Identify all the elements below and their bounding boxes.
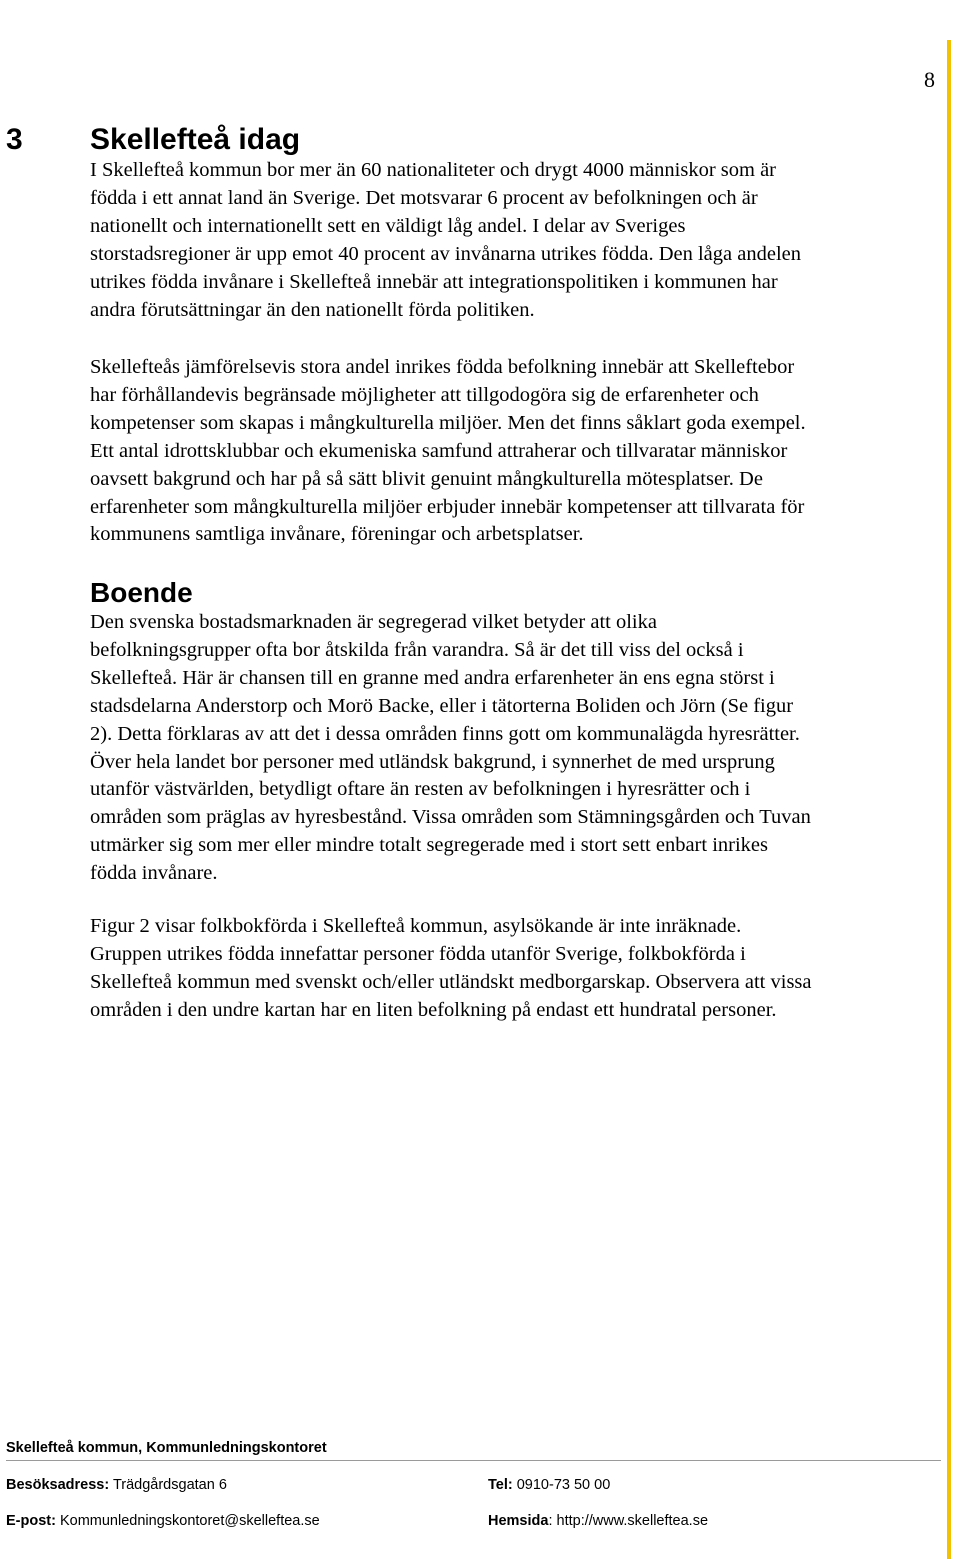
website-label: Hemsida bbox=[488, 1513, 549, 1529]
visit-address-value: Trädgårdsgatan 6 bbox=[112, 1477, 227, 1493]
footer-email bbox=[6, 1512, 320, 1530]
intro-paragraph: I Skellefteå kommun bor mer än 60 nationaliteter och drygt 4000 människor som är födda i ett annat land än Sverige. Det motsvarar 6 procent av befolkningen och är nationellt och internationellt sett en väldigt låg andel. I delar av Sveriges storstadsregioner är upp emot 40 procent av invånarna utrikes födda. Den låga andelen utrikes födda invånare i Skellefteå innebär att integrationspolitiken i kommunen har andra förutsättningar än den nationellt förda politiken. bbox=[90, 159, 801, 321]
phone-label: Tel: bbox=[488, 1477, 513, 1493]
page-number: 8 bbox=[924, 67, 935, 92]
boende-paragraph: Den svenska bostadsmarknaden är segregerad vilket betyder att olika befolkningsgrupper ofta bor åtskilda från varandra. Så är det till viss del också i Skellefteå. Här är chansen till en granne med andra erfarenheter än ens egna störst i stadsdelarna Anderstorp och Morö Backe, eller i tätorterna Boliden och Jörn (Se figur 2). Detta förklaras av att det i dessa områden finns gott om kommunalägda hyresrätter. Över hela landet bor personer med utländsk bakgrund, i synnerhet de med ursprung utanför västvärlden, betydligt oftare än resten av befolkningen i hyresrätter och i områden som präglas av hyresbestånd. Vissa områden som Stämningsgården och Tuvan utmärker sig som mer eller mindre totalt segregerade med i stort sett enbart inrikes födda invånare. bbox=[90, 611, 811, 885]
visit-address-label: Besöksadress: bbox=[6, 1477, 110, 1493]
figure-note-paragraph: Figur 2 visar folkbokförda i Skellefteå kommun, asylsökande är inte inräknade. Gruppen utrikes födda innefattar personer födda utanför Sverige, folkbokförda i Skellefteå kommun med svenskt och/eller utländskt medborgarskap. Observera att vissa områden i den undre kartan har en liten befolkning på endast ett hundratal personer. bbox=[90, 915, 812, 1021]
website-value: http://www.skelleftea.se bbox=[556, 1513, 709, 1529]
footer-phone bbox=[488, 1476, 610, 1494]
email-label: E-post: bbox=[6, 1513, 56, 1529]
email-value: Kommunledningskontoret@skelleftea.se bbox=[59, 1513, 320, 1529]
footer-organization: Skellefteå kommun, Kommunledningskontoret bbox=[6, 1440, 327, 1456]
chapter-number: 3 bbox=[6, 123, 23, 156]
footer-divider bbox=[6, 1460, 941, 1461]
section-heading-boende: Boende bbox=[90, 577, 193, 608]
second-paragraph: Skellefteås jämförelsevis stora andel inrikes födda befolkning innebär att Skelleftebor har förhållandevis begränsade möjligheter att tillgodogöra sig de erfarenheter och kompetenser som skapas i mångkulturella miljöer. Men det finns såklart goda exempel. Ett antal idrottsklubbar och ekumeniska samfund attraherar och tillvaratar människor oavsett bakgrund och har på så sätt blivit genuint mångkulturella mötesplatser. De erfarenheter som mångkulturella miljöer erbjuder innebär kompetenser att tillvarata för kommunens samtliga invånare, föreningar och arbetsplatser. bbox=[90, 356, 806, 546]
phone-value: 0910-73 50 00 bbox=[516, 1477, 611, 1493]
chapter-title: Skellefteå idag bbox=[90, 123, 301, 156]
footer-visit-address bbox=[6, 1476, 227, 1494]
chapter-heading bbox=[6, 120, 300, 160]
accent-side-rule bbox=[947, 40, 951, 1559]
footer-website: Hemsida: http://www.skelleftea.se bbox=[488, 1513, 709, 1529]
